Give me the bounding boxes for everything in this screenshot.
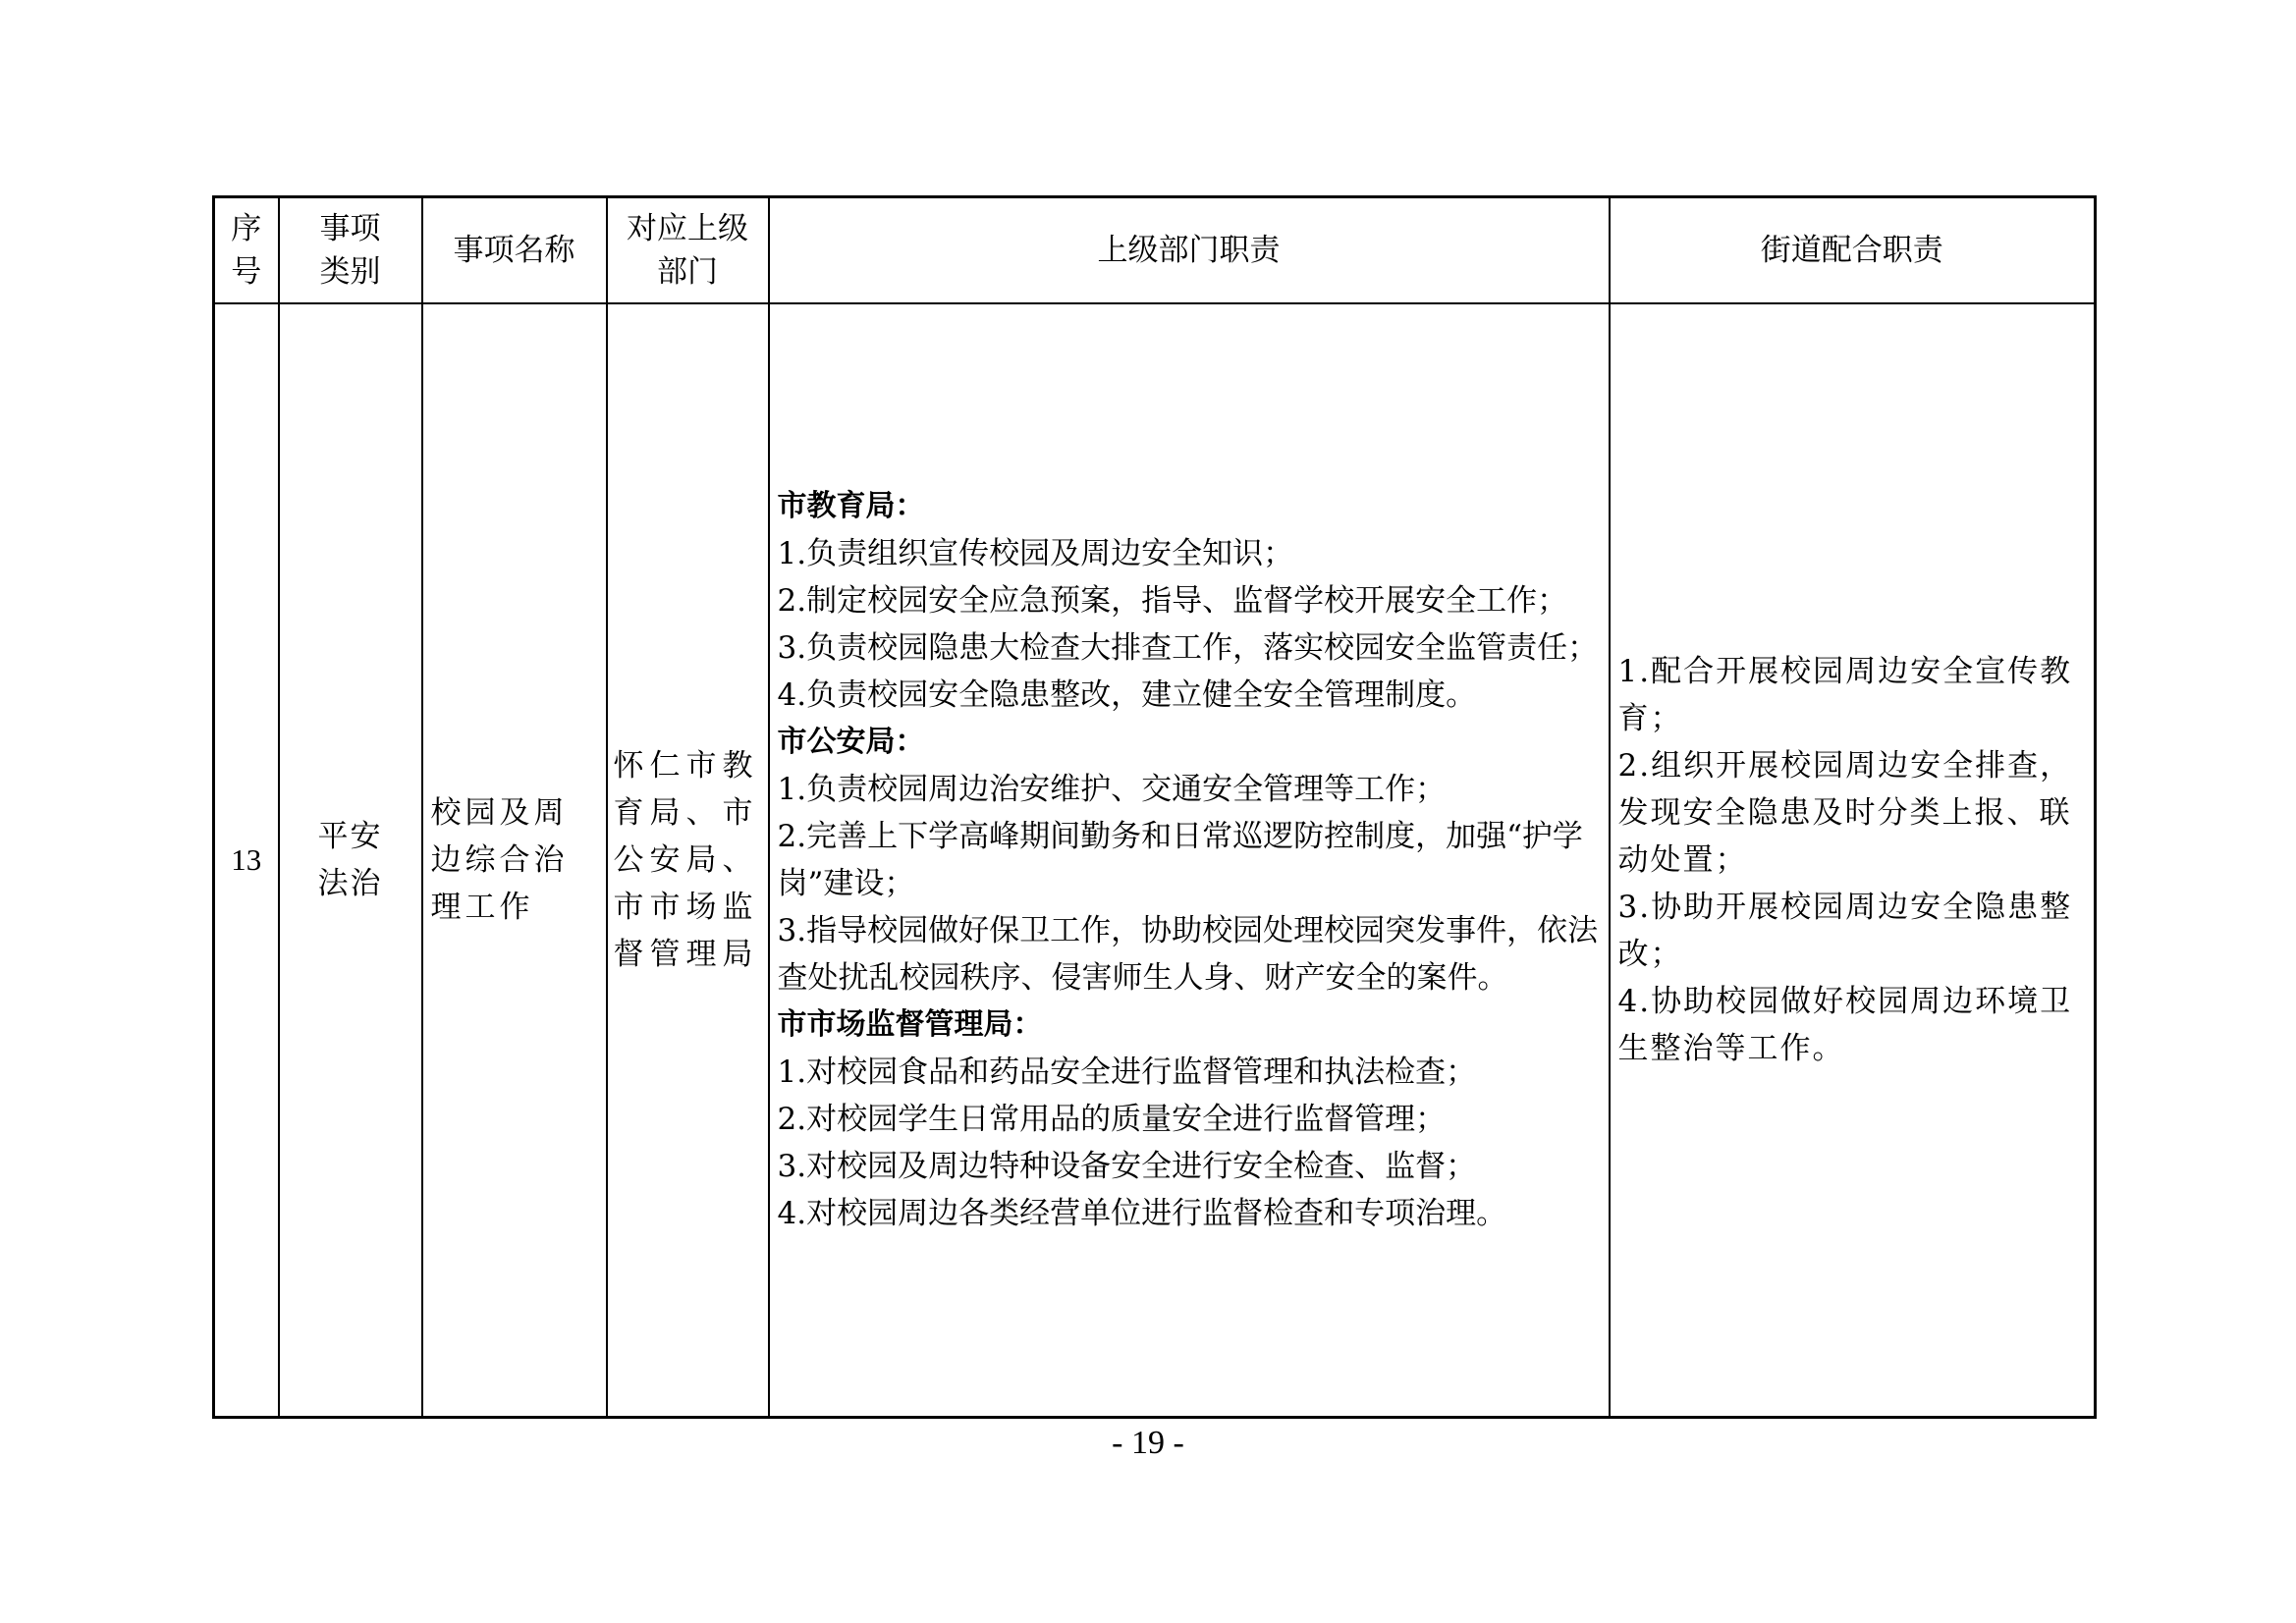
- duty-block-market: [778, 1001, 1601, 1237]
- table-row: [214, 303, 2096, 1418]
- duty-block-police: [778, 719, 1601, 1001]
- header-duty: 上级部门职责: [769, 197, 1610, 303]
- duty-item: 1.负责组织宣传校园及周边安全知识；: [777, 535, 1294, 571]
- duty-item: 2.制定校园安全应急预案，指导、监督学校开展安全工作；: [777, 582, 1568, 619]
- header-name: 事项名称: [422, 197, 607, 303]
- duty-head: 市教育局：: [777, 488, 925, 523]
- duty-item: 3.负责校园隐患大检查大排查工作，落实校园安全监管责任；: [777, 629, 1599, 666]
- header-no: [214, 197, 279, 303]
- row-category: [279, 303, 422, 1418]
- page-number: - 19 -: [1112, 1425, 1184, 1461]
- responsibility-table: [212, 195, 2097, 1419]
- duty-block-education: [778, 483, 1601, 719]
- header-coop: 街道配合职责: [1610, 197, 2096, 303]
- header-no-line1: 序: [231, 210, 262, 246]
- header-dept: [607, 197, 769, 303]
- table-header-row: [214, 197, 2096, 303]
- header-category-line1: 事项: [319, 210, 381, 246]
- duty-item: 2.对校园学生日常用品的质量安全进行监督管理；: [777, 1101, 1447, 1137]
- row-dept: 怀仁市教育局、市公安局、市市场监督管理局: [607, 303, 769, 1418]
- row-category-line2: 法治: [317, 865, 383, 901]
- row-duties: [769, 303, 1610, 1418]
- coop-item: 1.配合开展校园周边安全宣传教育；: [1617, 653, 2073, 736]
- row-category-line1: 平安: [317, 818, 383, 854]
- coop-item: 3.协助开展校园周边安全隐患整改；: [1617, 889, 2073, 972]
- duty-item: 1.对校园食品和药品安全进行监督管理和执法检查；: [777, 1054, 1477, 1090]
- duty-item: 2.完善上下学高峰期间勤务和日常巡逻防控制度，加强“护学岗”建设；: [777, 818, 1583, 901]
- row-no: 13: [214, 303, 279, 1418]
- header-category-line2: 类别: [319, 253, 381, 290]
- row-coop: [1610, 303, 2096, 1418]
- coop-item: 2.组织开展校园周边安全排查，发现安全隐患及时分类上报、联动处置；: [1617, 747, 2073, 878]
- duty-head: 市公安局：: [777, 724, 925, 759]
- duty-item: 3.对校园及周边特种设备安全进行安全检查、监督；: [777, 1148, 1477, 1184]
- duty-head: 市市场监督管理局：: [777, 1006, 1043, 1042]
- duty-item: 4.对校园周边各类经营单位进行监督检查和专项治理。: [777, 1195, 1507, 1231]
- duty-item: 3.指导校园做好保卫工作，协助校园处理校园突发事件，依法查处扰乱校园秩序、侵害师生人身、财产安全的案件。: [777, 912, 1599, 996]
- duty-item: 4.负责校园安全隐患整改，建立健全安全管理制度。: [777, 676, 1477, 713]
- row-name: 校园及周边综合治理工作: [422, 303, 607, 1418]
- header-category: [279, 197, 422, 303]
- header-dept-line2: 部门: [657, 253, 718, 290]
- header-no-line2: 号: [231, 253, 262, 290]
- header-dept-line1: 对应上级: [627, 210, 748, 246]
- coop-item: 4.协助校园做好校园周边环境卫生整治等工作。: [1617, 983, 2073, 1066]
- duty-item: 1.负责校园周边治安维护、交通安全管理等工作；: [777, 771, 1447, 807]
